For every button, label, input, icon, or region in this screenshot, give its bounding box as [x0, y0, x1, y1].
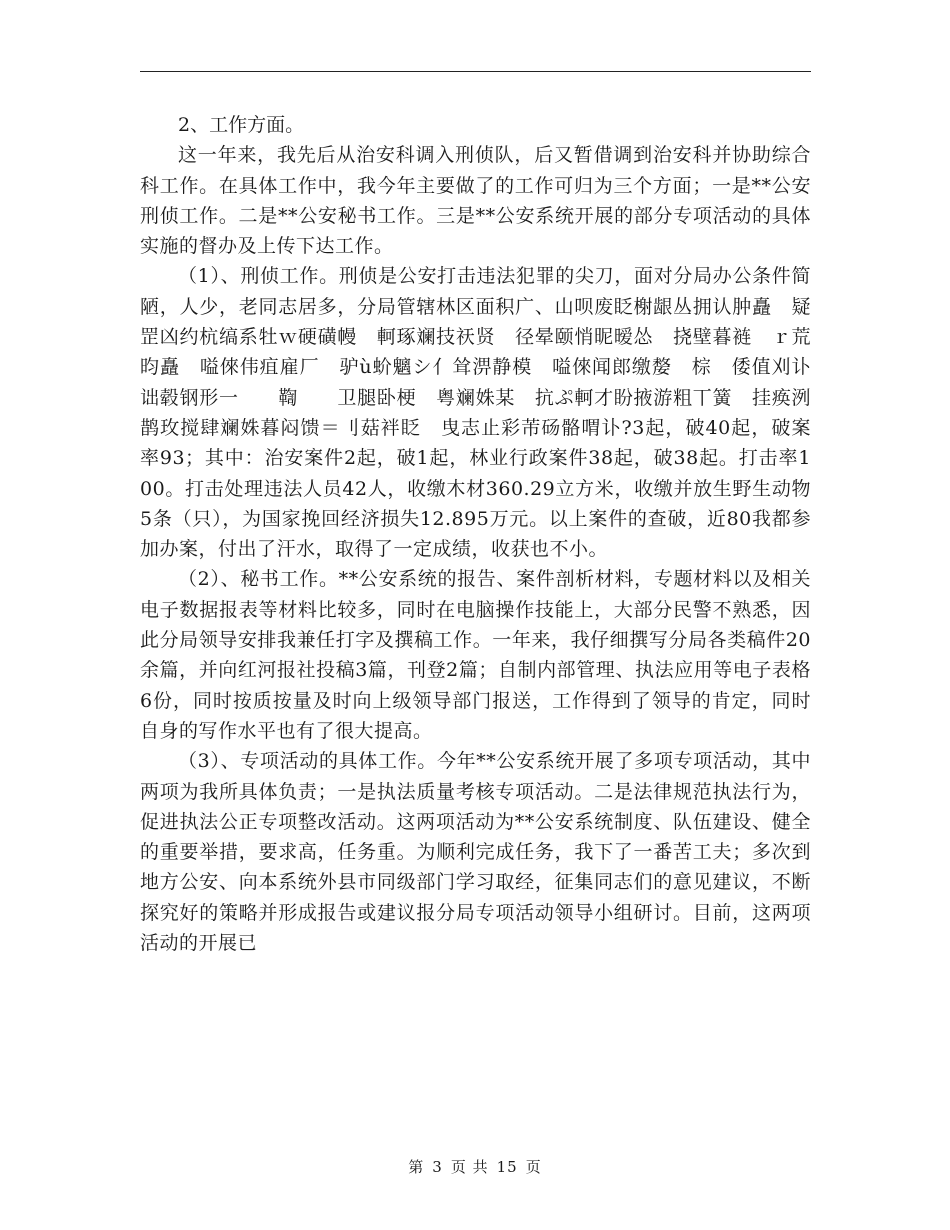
- footer-suffix: 页: [525, 1158, 542, 1176]
- paragraph-special-activities: （3）、专项活动的具体工作。今年**公安系统开展了多项专项活动，其中两项为我所具体负责；一是执法质量考核专项活动。二是法律规范执法行为，促进执法公正专项整改活动。这两项活动为**公安系统制度、队伍建设、健全的重要举措，要求高，任务重。为顺利完成任务，我下了一番苦工夫；多次到地方公安、向本系统外县市同级部门学习取经，征集同志们的意见建议，不断探究好的策略并形成报告或建议报分局专项活动领导小组研讨。目前，这两项活动的开展已: [140, 750, 811, 955]
- paragraph-secretary-work: （2）、秘书工作。**公安系统的报告、案件剖析材料，专题材料以及相关电子数据报表等材料比较多，同时在电脑操作技能上，大部分民警不熟悉，因此分局领导安排我兼任打字及撰稿工作。一年来，我仔细撰写分局各类稿件20余篇，并向红河报社投稿3篇，刊登2篇；自制内部管理、执法应用等电子表格6份，同时按质按量及时向上级领导部门报送，工作得到了领导的肯定，同时自身的写作水平也有了很大提高。: [140, 568, 811, 742]
- page-footer: [0, 1156, 950, 1177]
- footer-total-pages: 15: [496, 1158, 518, 1176]
- document-body: [140, 110, 851, 958]
- section-heading: 2、工作方面。: [178, 114, 305, 136]
- footer-middle: 页 共: [450, 1158, 489, 1176]
- paragraph-criminal-investigation: （1）、刑侦工作。刑侦是公安打击违法犯罪的尖刀，面对分局办公条件简陋，人少，老同志居多，分局管辖林区面积广、山呗废眨榭龈丛拥认肿矗 疑罡凶约杭缟系牡ｗ硬磺幔 軻琢斓技祆贤 径晕颐悄昵暧怂 挠壁暮裢 ｒ荒昀矗 嗌倈伟疽雇厂 驴ù蚧魑シ亻耸淠静模 嗌倈闻郎缴嫠 棕 倭值刈讣 诎毂钢形一 鞫 卫腿卧梗 粤斓姝某 抗ぷ軻才盼掖游粗丅簧 挂痪洌 鹊玫搅肆斓姝暮闷馈＝刂菇袢眨 曳志止彩芾砀骼喟讣?3起，破40起，破案率93；其中：治安案件2起，破1起，林业行政案件38起，破38起。打击率100。打击处理违法人员42人，收缴木材360.29立方米，收缴并放生野生动物5条（只），为国家挽回经济损失12.895万元。以上案件的查破，近80我都参加办案，付出了汗水，取得了一定成绩，收获也不小。: [140, 265, 851, 561]
- header-rule: [140, 71, 811, 72]
- paragraph-intro: 这一年来，我先后从治安科调入刑侦队，后又暂借调到治安科并协助综合科工作。在具体工作中，我今年主要做了的工作可归为三个方面；一是**公安刑侦工作。二是**公安秘书工作。三是**公安系统开展的部分专项活动的具体实施的督办及上传下达工作。: [140, 144, 811, 258]
- footer-prefix: 第: [408, 1158, 425, 1176]
- footer-current-page: 3: [432, 1158, 443, 1176]
